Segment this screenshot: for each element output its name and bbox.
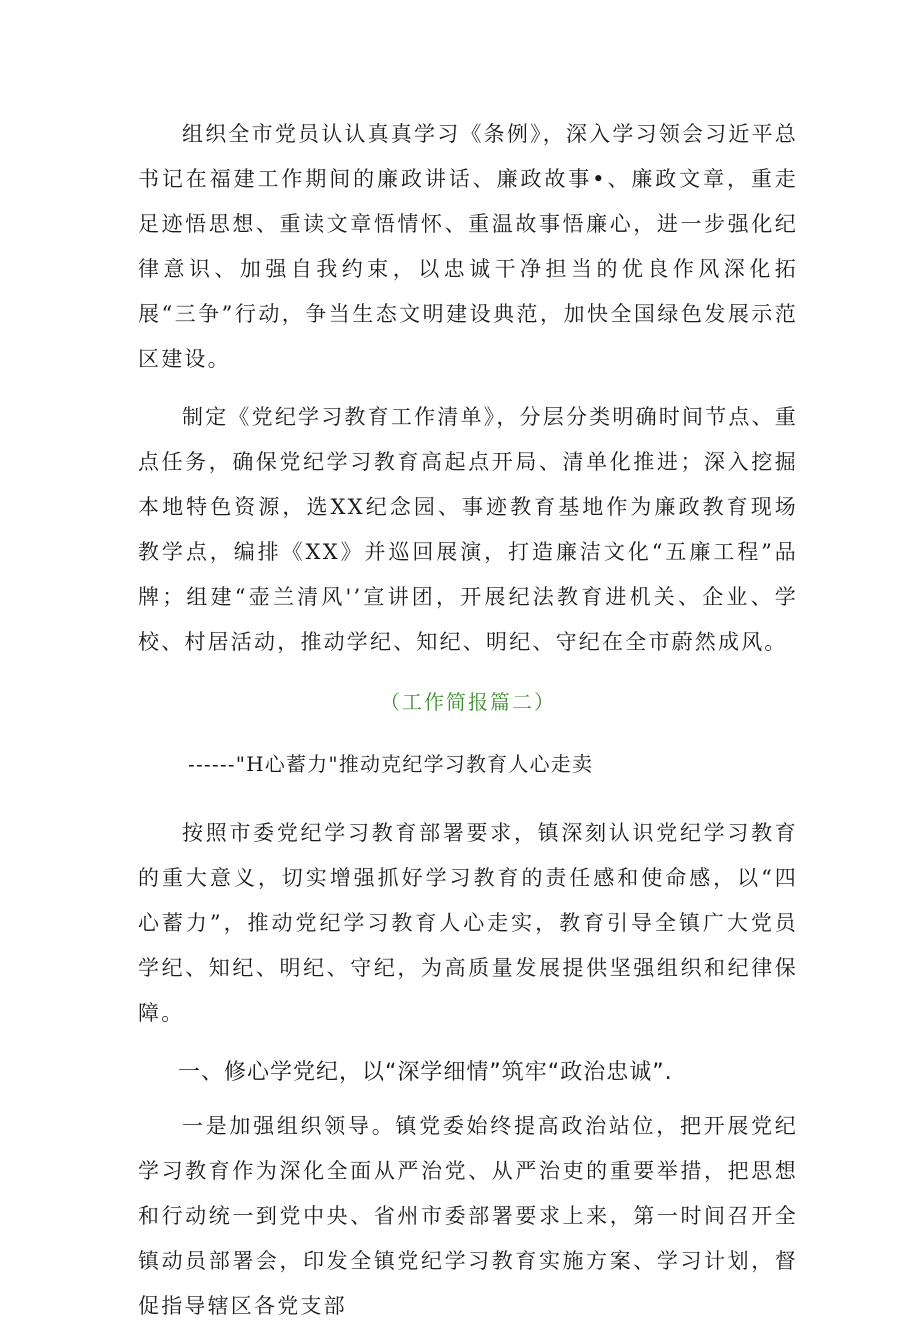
paragraph-study-regulations: 组织全市党员认认真真学习《条例》，深入学习领会习近平总书记在福建工作期间的廉政讲话、廉政故事•、廉政文章，重走足迹悟思想、重读文章悟情怀、重温故事悟廉心，进一步强化纪律意识、加强自我约束，以忠诚干净担当的优良作风深化拓展“三争”行动，争当生态文明建设典范，加快全国绿色发展示范区建设。 bbox=[138, 122, 798, 371]
document-body bbox=[138, 112, 798, 1329]
section-heading: 一、修心学党纪，以“深学细情”筑牢“政治忠诚”. bbox=[178, 1060, 673, 1085]
report-subheading: ------"H心蓄力"推动克纪学习教育人心走卖 bbox=[188, 752, 594, 776]
section-subtitle: （工作简报篇二） bbox=[380, 690, 556, 714]
paragraph-deployment-requirements: 按照市委党纪学习教育部署要求，镇深刻认识党纪学习教育的重大意义，切实增强抓好学习教育的责任感和使命感，以“四心蓄力”，推动党纪学习教育人心走实，教育引导全镇广大党员学纪、知纪、明纪、守纪，为高质量发展提供坚强组织和纪律保障。 bbox=[138, 821, 798, 1025]
paragraph-organizational-leadership: 一是加强组织领导。镇党委始终提高政治站位，把开展党纪学习教育作为深化全面从严治党、从严治吏的重要举措，把思想和行动统一到党中央、省州市委部署要求上来，第一时间召开全镇动员部署会，印发全镇党纪学习教育实施方案、学习计划，督促指导辖区各党支部 bbox=[138, 1114, 798, 1318]
paragraph-work-checklist: 制定《党纪学习教育工作清单》，分层分类明确时间节点、重点任务，确保党纪学习教育高起点开局、清单化推进；深入挖掘本地特色资源，选XX纪念园、事迹教育基地作为廉政教育现场教学点，编排《XX》并巡回展演，打造廉洁文化“五廉工程”品牌；组建“壶兰清风'’宣讲团，开展纪法教育进机关、企业、学校、村居活动，推动学纪、知纪、明纪、守纪在全市蔚然成风。 bbox=[138, 405, 798, 654]
